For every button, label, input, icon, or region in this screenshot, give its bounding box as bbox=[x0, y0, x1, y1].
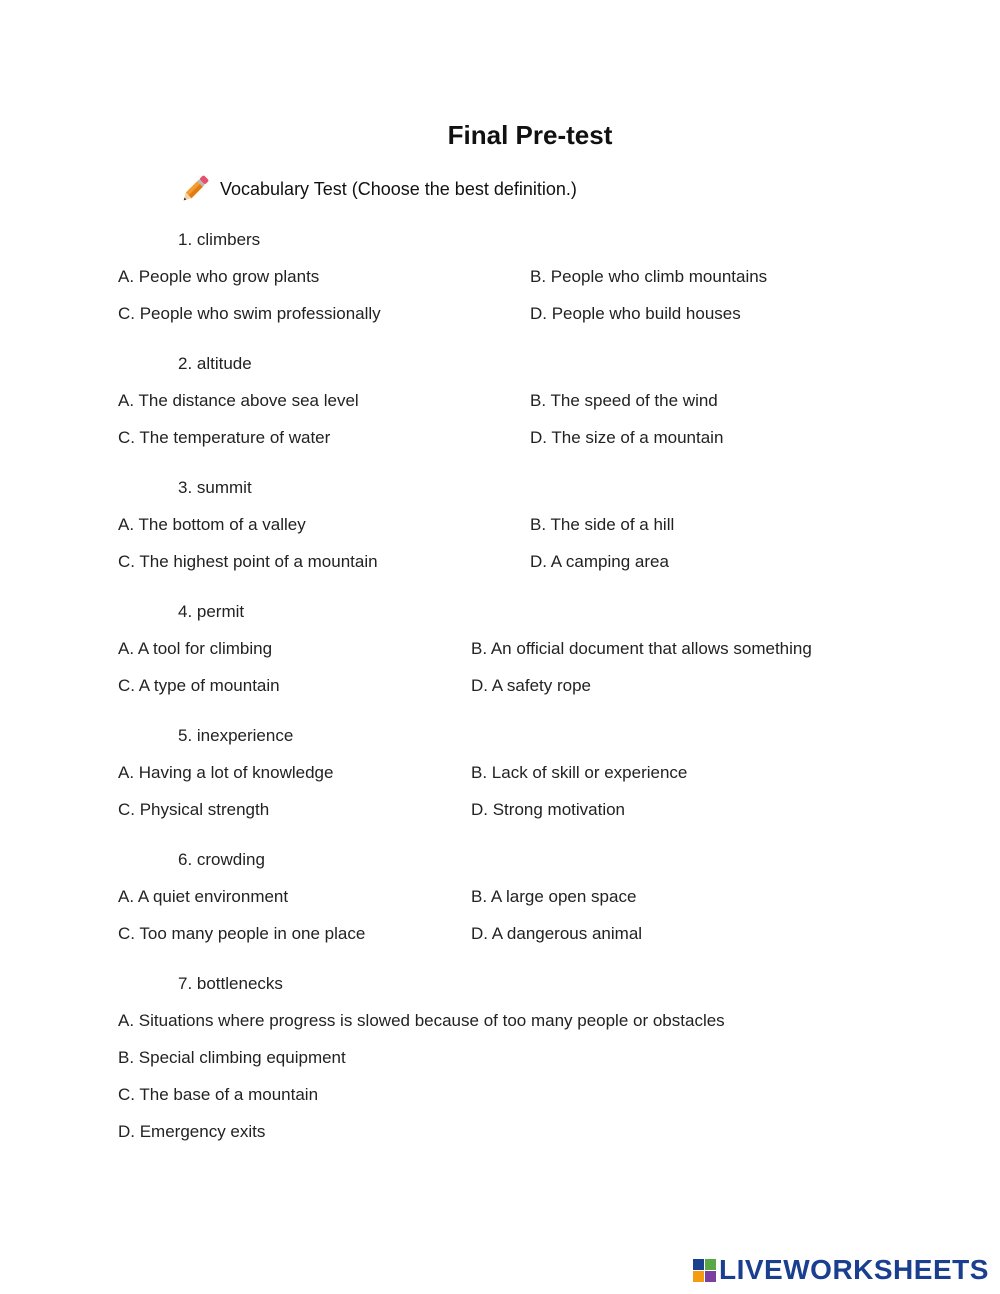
question-2-option-d[interactable]: D. The size of a mountain bbox=[530, 428, 724, 447]
question-3-option-b[interactable]: B. The side of a hill bbox=[530, 515, 675, 534]
question-1-word: 1. climbers bbox=[178, 230, 261, 249]
question-5-option-b[interactable]: B. Lack of skill or experience bbox=[471, 763, 688, 782]
question-3-option-a[interactable]: A. The bottom of a valley bbox=[118, 515, 306, 534]
question-4-option-c[interactable]: C. A type of mountain bbox=[118, 676, 280, 695]
question-1-option-d[interactable]: D. People who build houses bbox=[530, 304, 741, 323]
question-6-word: 6. crowding bbox=[178, 850, 265, 869]
question-3-word: 3. summit bbox=[178, 478, 252, 497]
pencil-icon bbox=[178, 172, 212, 206]
question-2-option-b[interactable]: B. The speed of the wind bbox=[530, 391, 718, 410]
question-6-option-d[interactable]: D. A dangerous animal bbox=[471, 924, 643, 943]
question-3-option-c[interactable]: C. The highest point of a mountain bbox=[118, 552, 378, 571]
question-2-option-a[interactable]: A. The distance above sea level bbox=[118, 391, 359, 410]
page-title: Final Pre-test bbox=[447, 120, 613, 150]
question-7-word: 7. bottlenecks bbox=[178, 974, 283, 993]
question-1-option-b[interactable]: B. People who climb mountains bbox=[530, 267, 768, 286]
question-2-word: 2. altitude bbox=[178, 354, 252, 373]
question-5-word: 5. inexperience bbox=[178, 726, 294, 745]
question-6-option-a[interactable]: A. A quiet environment bbox=[118, 887, 289, 906]
question-4-option-d[interactable]: D. A safety rope bbox=[471, 676, 592, 695]
logo-mark-icon bbox=[693, 1259, 716, 1282]
question-7-option-b[interactable]: B. Special climbing equipment bbox=[118, 1048, 346, 1067]
question-5-option-a[interactable]: A. Having a lot of knowledge bbox=[118, 763, 334, 782]
question-4-option-b[interactable]: B. An official document that allows something bbox=[471, 639, 812, 658]
question-4-option-a[interactable]: A. A tool for climbing bbox=[118, 639, 273, 658]
question-2-option-c[interactable]: C. The temperature of water bbox=[118, 428, 331, 447]
question-3-option-d[interactable]: D. A camping area bbox=[530, 552, 669, 571]
liveworksheets-logo bbox=[693, 1254, 989, 1286]
question-1-option-c[interactable]: C. People who swim professionally bbox=[118, 304, 381, 323]
question-5-option-c[interactable]: C. Physical strength bbox=[118, 800, 270, 819]
logo-text: LIVEWORKSHEETS bbox=[719, 1254, 989, 1285]
question-7-option-c[interactable]: C. The base of a mountain bbox=[118, 1085, 319, 1104]
question-1-option-a[interactable]: A. People who grow plants bbox=[118, 267, 320, 286]
question-6-option-c[interactable]: C. Too many people in one place bbox=[118, 924, 366, 943]
section-instructions: Vocabulary Test (Choose the best definition.) bbox=[220, 178, 577, 199]
question-5-option-d[interactable]: D. Strong motivation bbox=[471, 800, 626, 819]
question-7-option-d[interactable]: D. Emergency exits bbox=[118, 1122, 266, 1141]
section-header bbox=[178, 172, 577, 206]
question-6-option-b[interactable]: B. A large open space bbox=[471, 887, 637, 906]
question-7-option-a[interactable]: A. Situations where progress is slowed because of too many people or obstacles bbox=[118, 1011, 725, 1030]
question-4-word: 4. permit bbox=[178, 602, 245, 621]
